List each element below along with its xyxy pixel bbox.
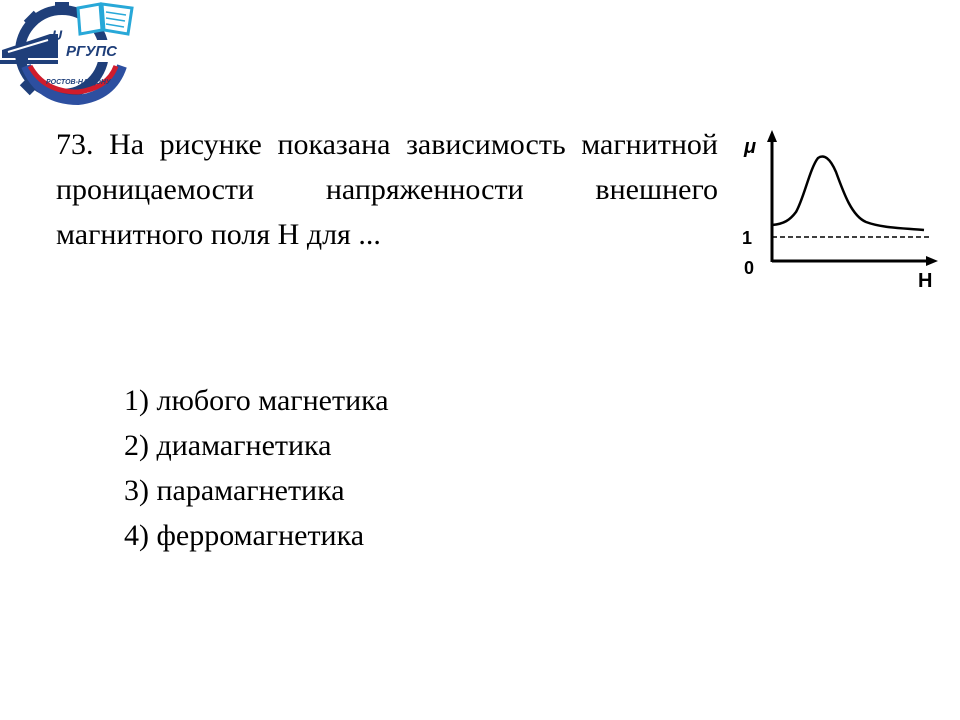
x-axis-arrow: [926, 256, 938, 266]
permeability-graph: [732, 128, 944, 294]
university-logo: [0, 0, 140, 108]
ring-text: РОСТОВ-НА-ДОНУ: [46, 79, 111, 86]
answer-option-4: 4) ферромагнетика: [124, 519, 365, 552]
y-axis-label: μ: [744, 136, 757, 158]
answer-option-3: 3) парамагнетика: [124, 474, 345, 507]
answer-option-1: 1) любого магнетика: [124, 384, 389, 417]
x-axis-label: H: [918, 270, 933, 292]
book-icon: [78, 4, 132, 34]
logo-text: РГУПС: [66, 43, 117, 60]
answer-option-2: 2) диамагнетика: [124, 429, 332, 462]
emblem-ring: [26, 66, 122, 100]
answer-list: [124, 378, 389, 558]
question-text: 73. На рисунке показана зависимость магнитной проницаемости напряженности внешнего магнитного поля Н для ...: [56, 128, 718, 251]
one-label: 1: [742, 228, 753, 248]
logo-letter: U: [52, 27, 63, 43]
locomotive-icon: [0, 34, 58, 64]
y-axis-arrow: [767, 130, 777, 142]
origin-label: 0: [744, 258, 755, 278]
permeability-curve: [772, 157, 924, 230]
